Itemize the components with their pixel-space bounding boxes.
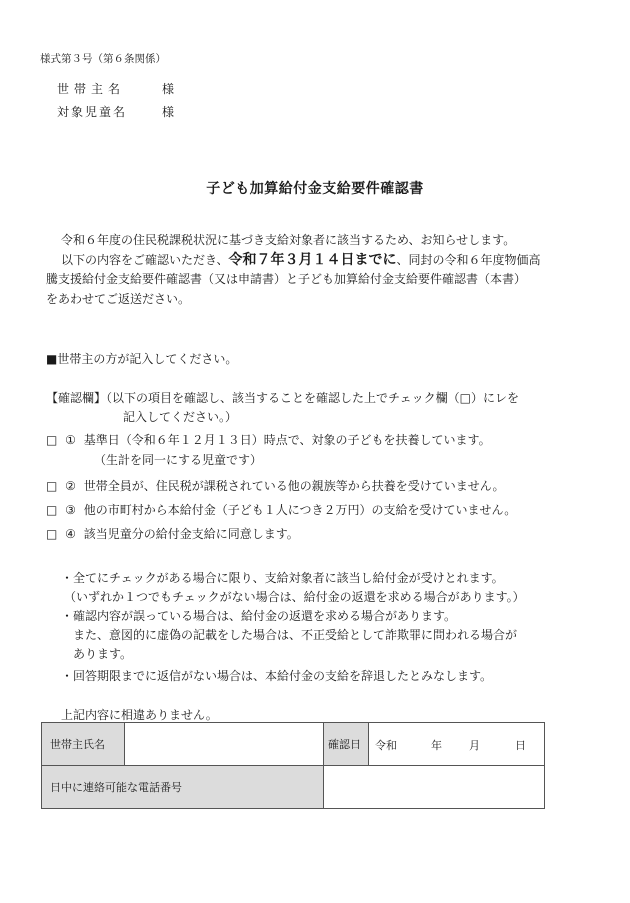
intro-text: 以下の内容をご確認いただき、 — [61, 253, 229, 267]
item-text: 世帯全員が、住民税が課税されている他の親族等から扶養を受けていません。 — [83, 479, 505, 493]
note-2c: あります。 — [73, 647, 133, 661]
confirmation-text: （以下の項目を確認し、該当することを確認した上でチェック欄（□）にレを — [106, 391, 519, 405]
instruction: ■世帯主の方が記入してください。 — [46, 352, 238, 366]
checklist-item — [46, 477, 505, 494]
intro-line-1: 令和６年度の住民税課税状況に基づき支給対象者に該当するため、お知らせします。 — [61, 233, 516, 247]
check-box[interactable]: □ — [46, 479, 58, 493]
intro-line-2 — [61, 249, 541, 269]
confirm-date-field[interactable] — [369, 723, 545, 766]
signature-table — [41, 722, 545, 809]
confirmation-header — [46, 389, 519, 406]
form-number: 様式第３号（第６条関係） — [40, 53, 166, 65]
deadline: 令和７年３月１４日までに — [228, 252, 397, 268]
check-box[interactable]: □ — [46, 433, 58, 447]
note-1: ・全てにチェックがある場合に限り、支給対象者に該当し給付金が受けとれます。 — [61, 571, 504, 585]
item-number: ③ — [65, 503, 76, 517]
householder-name-line — [57, 80, 175, 97]
declaration: 上記内容に相違ありません。 — [61, 708, 218, 722]
child-label: 対象児童名 — [57, 105, 128, 119]
intro-text: 、同封の令和６年度物価高 — [396, 253, 541, 267]
item-text: 基準日（令和６年１２月１３日）時点で、対象の子どもを扶養しています。 — [83, 433, 491, 447]
intro-line-4: をあわせてご返送ださい。 — [46, 292, 191, 306]
honorific: 様 — [162, 82, 175, 96]
check-box[interactable]: □ — [46, 527, 58, 541]
note-2b: また、意図的に虚偽の記載をした場合は、不正受給として詐欺罪に問われる場合が — [73, 628, 518, 642]
item-number: ② — [65, 479, 76, 493]
document-title: 子ども加算給付金支給要件確認書 — [206, 181, 424, 197]
note-3: ・回答期限までに返信がない場合は、本給付金の支給を辞退したとみなします。 — [61, 669, 493, 683]
note-2: ・確認内容が誤っている場合は、給付金の返還を求める場合があります。 — [61, 609, 457, 623]
confirm-date-label: 確認日 — [324, 723, 369, 766]
item-number: ① — [65, 433, 76, 447]
phone-field[interactable] — [324, 766, 545, 809]
item-text: 該当児童分の給付金支給に同意します。 — [83, 527, 299, 541]
phone-label — [42, 766, 324, 809]
checklist-item-sub: （生計を同一にする児童です） — [94, 453, 263, 467]
phone-label-text: 日中に連絡可能な電話番号 — [50, 781, 182, 794]
checklist-item — [46, 525, 299, 542]
child-name-line — [57, 103, 175, 120]
confirmation-text-2: 記入してください。） — [123, 410, 238, 424]
checklist-item — [46, 431, 491, 448]
confirmation-label: 【確認欄】 — [46, 391, 107, 405]
householder-name-field[interactable] — [125, 723, 324, 766]
honorific: 様 — [162, 105, 175, 119]
intro-line-3: 騰支援給付金支給要件確認書（又は申請書）と子ども加算給付金支給要件確認書（本書） — [46, 272, 527, 286]
checklist-item — [46, 501, 516, 518]
householder-name-label: 世帯主氏名 — [42, 723, 125, 766]
date-month: 月 — [469, 739, 480, 752]
date-year: 年 — [431, 739, 442, 752]
check-box[interactable]: □ — [46, 503, 58, 517]
item-text: 他の市町村から本給付金（子ども１人につき２万円）の支給を受けていません。 — [83, 503, 517, 517]
date-era: 令和 — [375, 739, 397, 752]
note-1b: （いずれか１つでもチェックがない場合は、給付金の返還を求める場合があります。） — [64, 590, 525, 604]
item-number: ④ — [65, 527, 76, 541]
date-day: 日 — [515, 739, 526, 752]
householder-label: 世帯主名 — [57, 82, 126, 96]
